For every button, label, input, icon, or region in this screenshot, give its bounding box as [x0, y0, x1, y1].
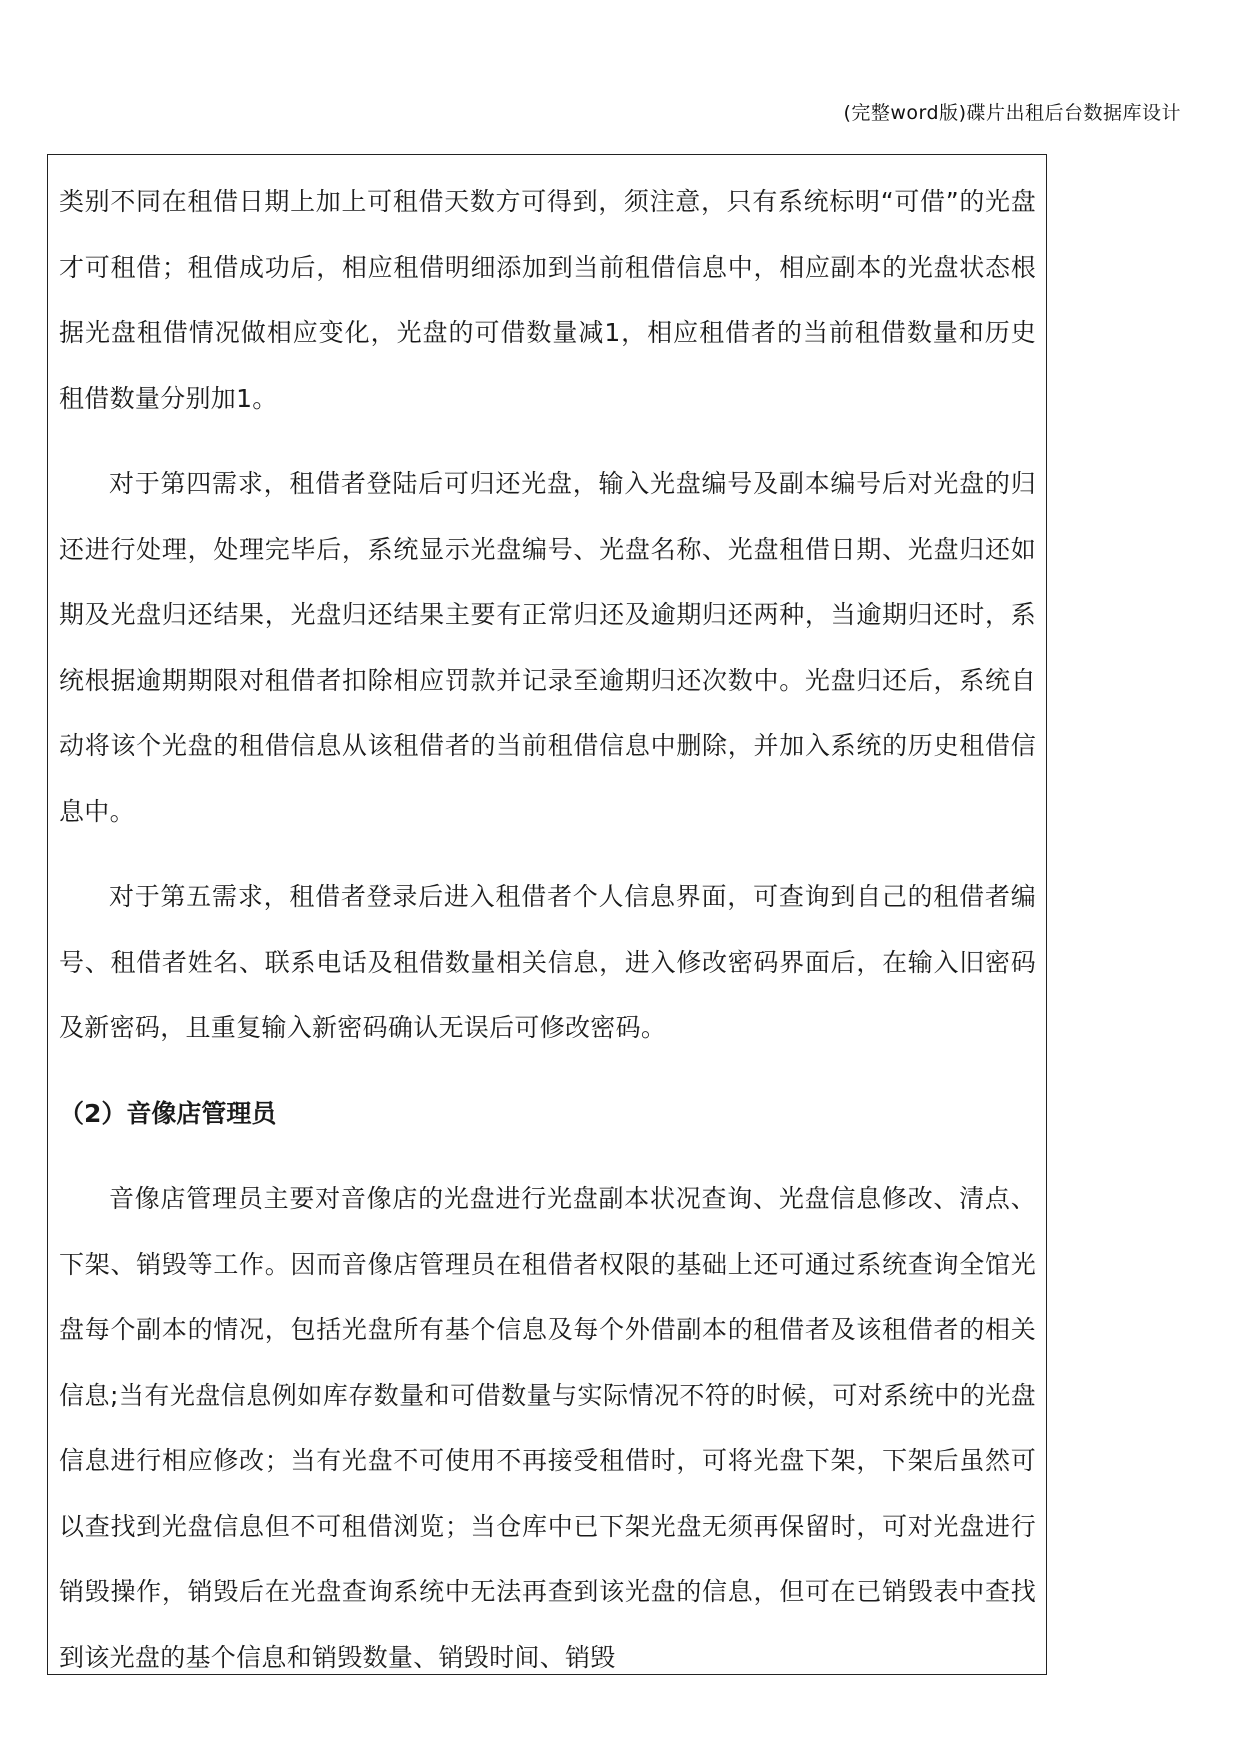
section-heading-store-admin: （2）音像店管理员	[59, 1098, 277, 1128]
paragraph-continued: 类别不同在租借日期上加上可租借天数方可得到，须注意，只有系统标明“可借”的光盘才可租借；租借成功后，相应租借明细添加到当前租借信息中，相应副本的光盘状态根据光盘租借情况做相应变化，光盘的可借数量减1，相应租借者的当前租借数量和历史租借数量分别加1。	[59, 187, 1036, 413]
paragraph-fifth-requirement: 对于第五需求，租借者登录后进入租借者个人信息界面，可查询到自己的租借者编号、租借者姓名、联系电话及租借数量相关信息，进入修改密码界面后，在输入旧密码及新密码，且重复输入新密码确认无误后可修改密码。	[59, 882, 1036, 1042]
page-header: (完整word版)碟片出租后台数据库设计	[843, 102, 1181, 124]
content-box	[47, 154, 1047, 1675]
paragraph-fourth-requirement: 对于第四需求，租借者登陆后可归还光盘，输入光盘编号及副本编号后对光盘的归还进行处理，处理完毕后，系统显示光盘编号、光盘名称、光盘租借日期、光盘归还如期及光盘归还结果，光盘归还结果主要有正常归还及逾期归还两种，当逾期归还时，系统根据逾期期限对租借者扣除相应罚款并记录至逾期归还次数中。光盘归还后，系统自动将该个光盘的租借信息从该租借者的当前租借信息中删除，并加入系统的历史租借信息中。	[59, 469, 1036, 826]
paragraph-store-admin: 音像店管理员主要对音像店的光盘进行光盘副本状况查询、光盘信息修改、清点、下架、销毁等工作。因而音像店管理员在租借者权限的基础上还可通过系统查询全馆光盘每个副本的情况，包括光盘所有基个信息及每个外借副本的租借者及该租借者的相关信息;当有光盘信息例如库存数量和可借数量与实际情况不符的时候，可对系统中的光盘信息进行相应修改；当有光盘不可使用不再接受租借时，可将光盘下架，下架后虽然可以查找到光盘信息但不可租借浏览；当仓库中已下架光盘无须再保留时，可对光盘进行销毁操作，销毁后在光盘查询系统中无法再查到该光盘的信息，但可在已销毁表中查找到该光盘的基个信息和销毁数量、销毁时间、销毁	[59, 1184, 1036, 1672]
